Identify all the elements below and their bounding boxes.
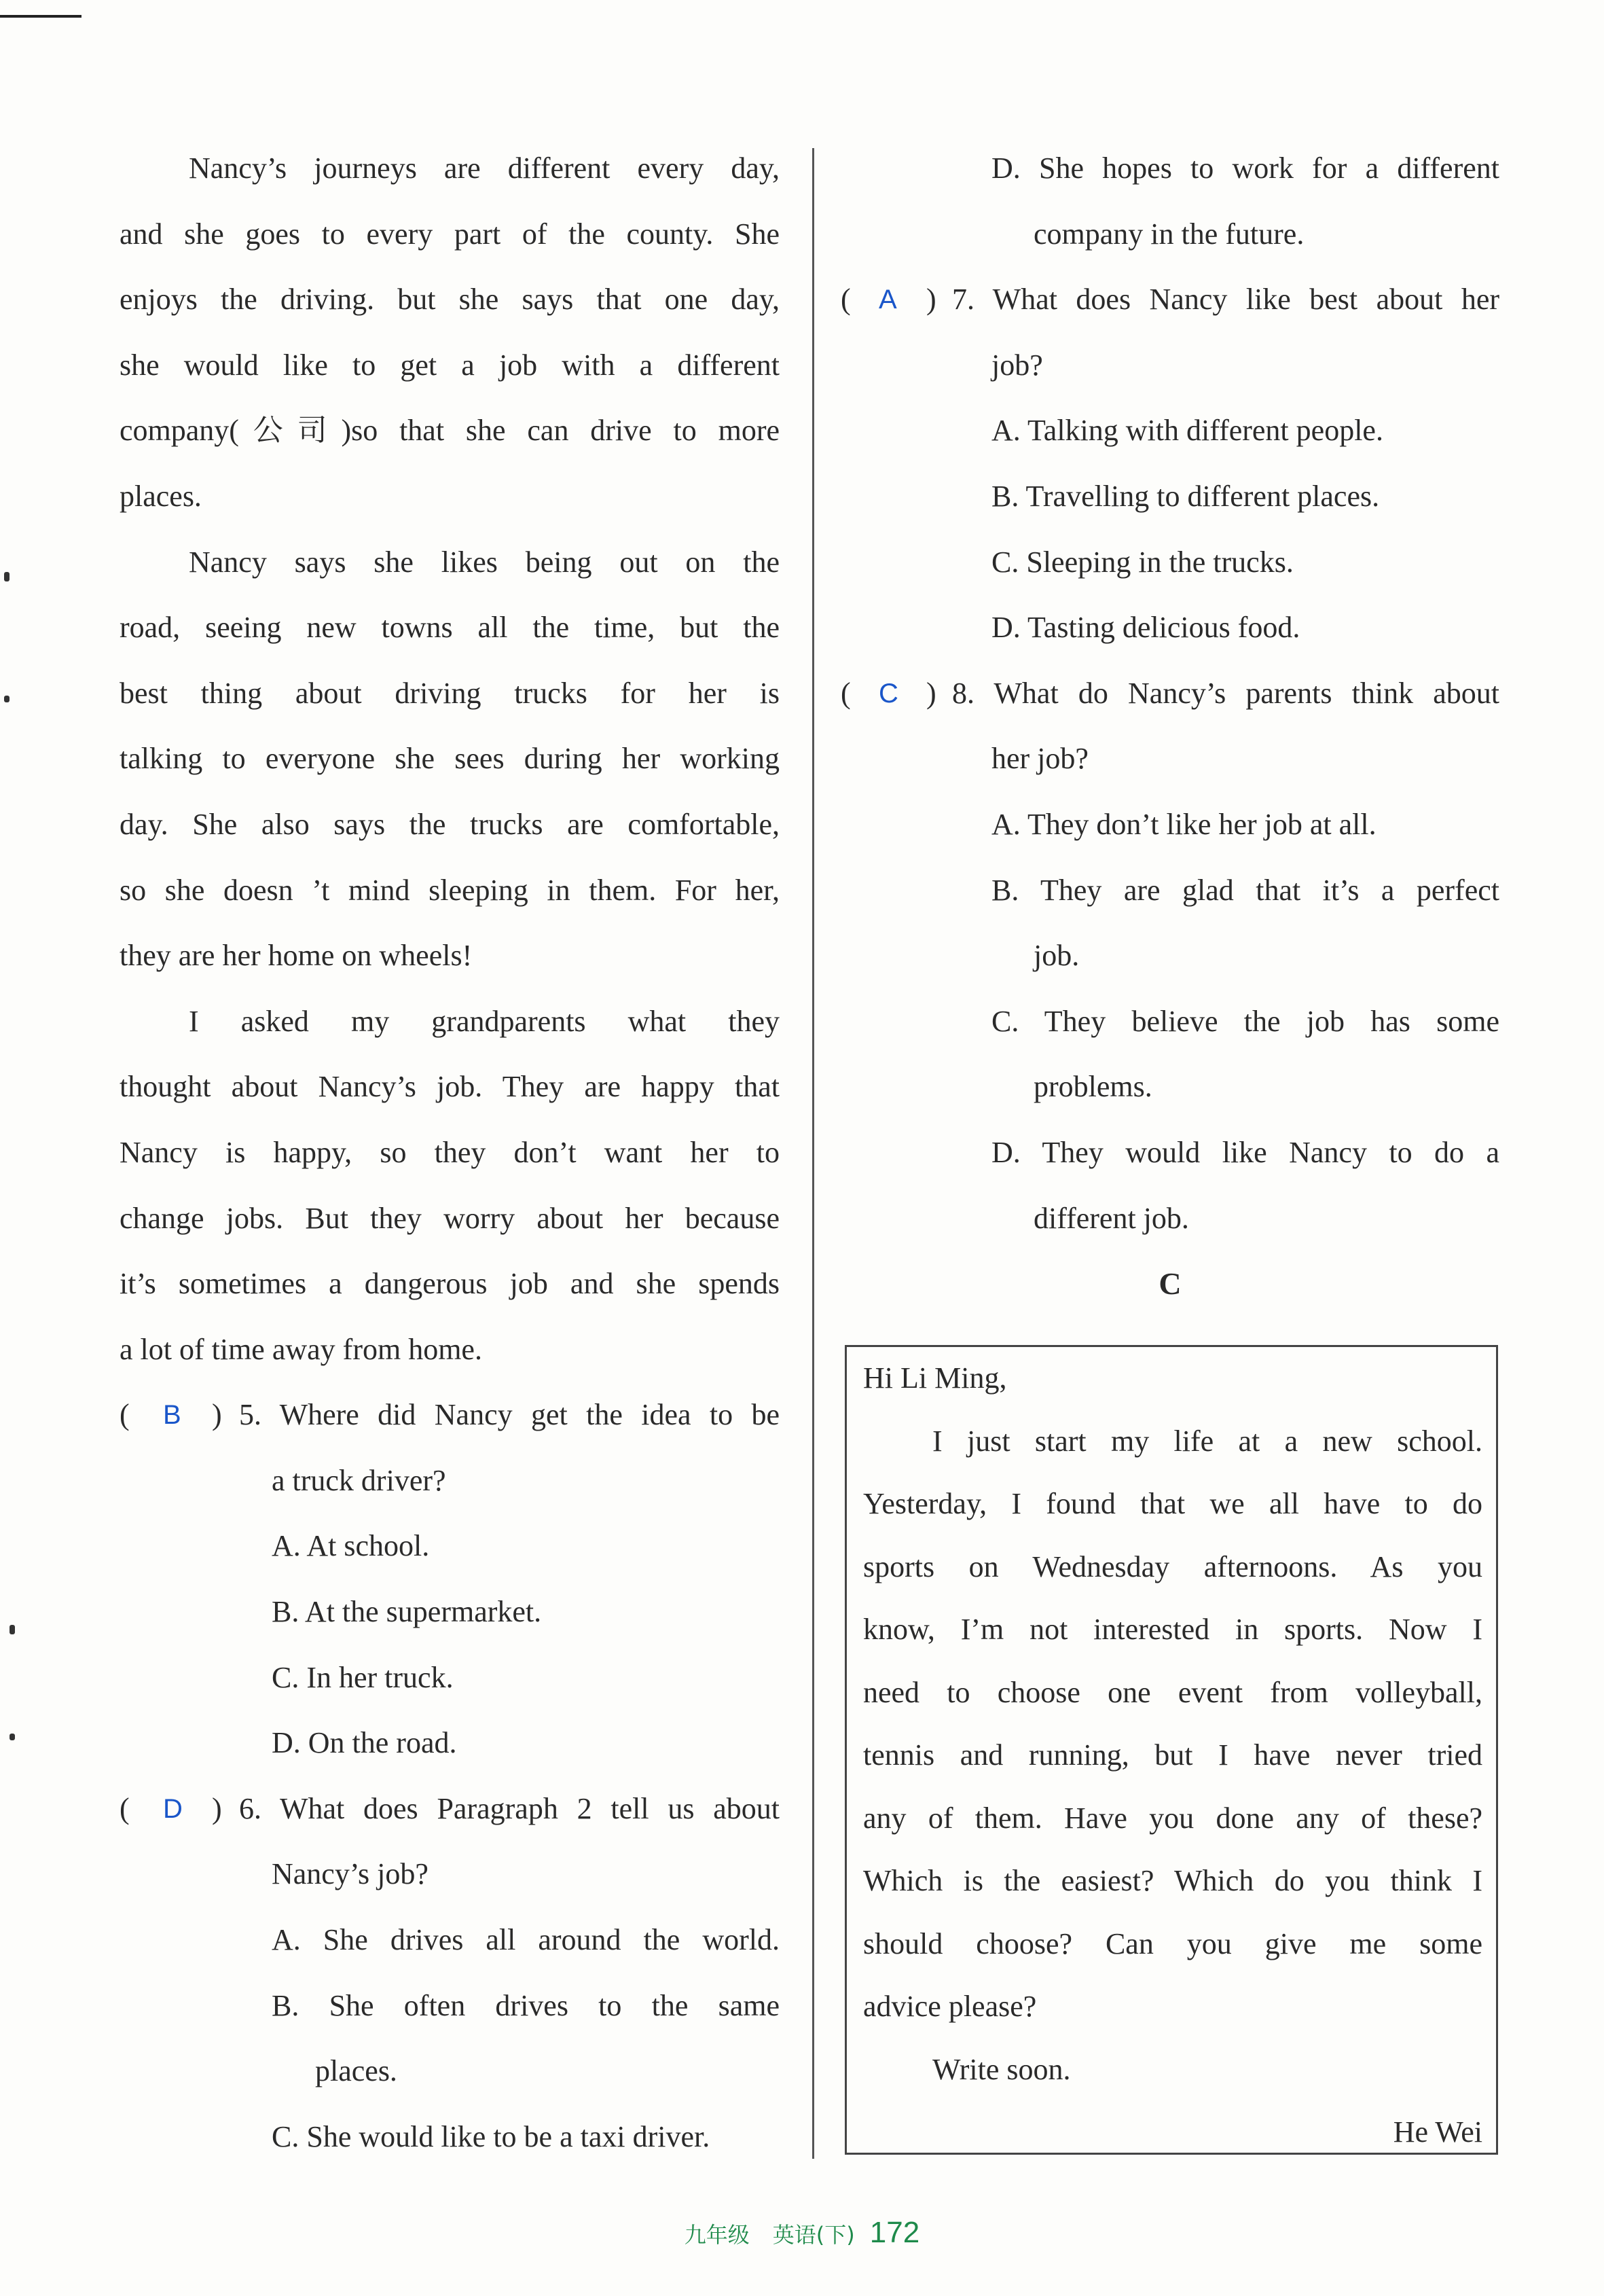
question-stem: 6. What does Paragraph 2 tell us about — [239, 1791, 780, 1825]
text-line: best thing about driving trucks for her is — [120, 676, 780, 710]
option-b-cont: places. — [315, 2054, 397, 2088]
option-a: A. They don’t like her job at all. — [991, 807, 1377, 841]
option-b-cont: job. — [1034, 939, 1080, 973]
letter-line: advice please? — [863, 1990, 1037, 2023]
option-d: D. Tasting delicious food. — [991, 611, 1300, 645]
option-d: D. They would like Nancy to do a — [991, 1135, 1499, 1169]
text-line: and she goes to every part of the county. She — [120, 217, 780, 251]
option-d: D. She hopes to work for a different — [991, 151, 1499, 185]
option-b: B. At the supermarket. — [272, 1595, 542, 1629]
answer-letter: C — [879, 678, 898, 708]
letter-line: Which is the easiest? Which do you think I — [863, 1864, 1482, 1897]
option-d-cont: company in the future. — [1034, 217, 1305, 251]
left-column — [120, 136, 780, 2170]
answer-paren-open: ( — [841, 283, 851, 317]
question-stem: 5. Where did Nancy get the idea to be — [239, 1398, 780, 1432]
top-corner-line — [0, 15, 81, 18]
answer-letter: B — [163, 1400, 181, 1431]
text-line: Nancy says she likes being out on the — [189, 545, 780, 579]
answer-paren-close: ) — [926, 676, 936, 710]
question-stem-cont: Nancy’s job? — [272, 1857, 429, 1891]
question-5 — [120, 1382, 780, 1776]
answer-letter: D — [163, 1793, 183, 1824]
option-c-cont: problems. — [1034, 1070, 1152, 1104]
right-column — [841, 136, 1499, 1316]
letter-line: Yesterday, I found that we all have to do — [863, 1487, 1482, 1520]
scan-edge-mark — [4, 572, 10, 581]
answer-letter: A — [879, 285, 897, 315]
letter-line: should choose? Can you give me some — [863, 1926, 1482, 1960]
letter-closing: Write soon. — [932, 2052, 1071, 2086]
question-stem-cont: a truck driver? — [272, 1463, 446, 1497]
letter-box — [845, 1345, 1498, 2155]
question-6 — [120, 1776, 780, 2170]
scan-edge-mark — [4, 696, 10, 702]
question-7 — [841, 267, 1499, 661]
text-line: Nancy’s journeys are different every day, — [189, 151, 780, 185]
answer-paren-open: ( — [120, 1398, 130, 1432]
option-b: B. They are glad that it’s a perfect — [991, 873, 1499, 907]
answer-paren-close: ) — [926, 283, 936, 317]
footer-grade: 九年级 — [684, 2222, 750, 2248]
letter-line: tennis and running, but I have never tried — [863, 1738, 1482, 1772]
section-c-heading: C — [1159, 1266, 1182, 1302]
option-c: C. They believe the job has some — [991, 1004, 1499, 1038]
text-line: thought about Nancy’s job. They are happy that — [120, 1070, 780, 1104]
text-line: it’s sometimes a dangerous job and she spends — [120, 1267, 780, 1301]
text-line: enjoys the driving. but she says that one day, — [120, 283, 780, 317]
option-a: A. Talking with different people. — [991, 414, 1383, 448]
option-b: B. She often drives to the same — [272, 1988, 780, 2022]
question-8 — [841, 661, 1499, 1251]
option-d-cont: different job. — [1034, 1201, 1189, 1235]
option-d: D. On the road. — [272, 1726, 457, 1760]
option-c: C. She would like to be a taxi driver. — [272, 2119, 710, 2153]
option-c: C. Sleeping in the trucks. — [991, 545, 1294, 579]
answer-paren-close: ) — [212, 1398, 222, 1432]
paragraph-3 — [120, 989, 780, 1383]
text-line: I asked my grandparents what they — [189, 1004, 780, 1038]
letter-line: I just start my life at a new school. — [932, 1424, 1482, 1458]
question-stem-cont: her job? — [991, 742, 1089, 776]
text-line: change jobs. But they worry about her because — [120, 1201, 780, 1235]
letter-greeting: Hi Li Ming, — [863, 1361, 1007, 1395]
answer-paren-open: ( — [120, 1791, 130, 1825]
option-a: A. She drives all around the world. — [272, 1923, 780, 1957]
text-line: they are her home on wheels! — [120, 939, 473, 973]
text-line: company(公司)so that she can drive to more — [120, 414, 780, 448]
page-number: 172 — [869, 2216, 920, 2249]
question-stem: 7. What does Nancy like best about her — [952, 283, 1499, 317]
text-line: she would like to get a job with a different — [120, 348, 780, 382]
paragraph-2 — [120, 530, 780, 989]
text-line: so she doesn ’t mind sleeping in them. For her, — [120, 873, 780, 907]
answer-paren-close: ) — [212, 1791, 222, 1825]
footer-subject: 英语(下) — [772, 2222, 855, 2248]
letter-signature: He Wei — [1393, 2115, 1482, 2149]
text-line: Nancy is happy, so they don’t want her to — [120, 1135, 780, 1169]
text-line: a lot of time away from home. — [120, 1332, 482, 1366]
column-divider — [812, 148, 814, 2159]
text-line: talking to everyone she sees during her working — [120, 742, 780, 776]
option-c: C. In her truck. — [272, 1660, 454, 1694]
letter-line: know, I’m not interested in sports. Now I — [863, 1613, 1482, 1646]
page-footer — [0, 2216, 1604, 2250]
letter-line: need to choose one event from volleyball, — [863, 1675, 1482, 1709]
scan-edge-mark — [10, 1734, 15, 1740]
option-b: B. Travelling to different places. — [991, 479, 1380, 513]
question-stem: 8. What do Nancy’s parents think about — [952, 676, 1499, 710]
question-stem-cont: job? — [991, 348, 1043, 382]
letter-line: any of them. Have you done any of these? — [863, 1801, 1482, 1835]
letter-line: sports on Wednesday afternoons. As you — [863, 1549, 1482, 1583]
text-line: places. — [120, 479, 202, 513]
option-a: A. At school. — [272, 1529, 430, 1563]
answer-paren-open: ( — [841, 676, 851, 710]
paragraph-1 — [120, 136, 780, 530]
text-line: road, seeing new towns all the time, but the — [120, 611, 780, 645]
text-line: day. She also says the trucks are comfortable, — [120, 807, 780, 841]
scan-edge-mark — [10, 1625, 15, 1634]
